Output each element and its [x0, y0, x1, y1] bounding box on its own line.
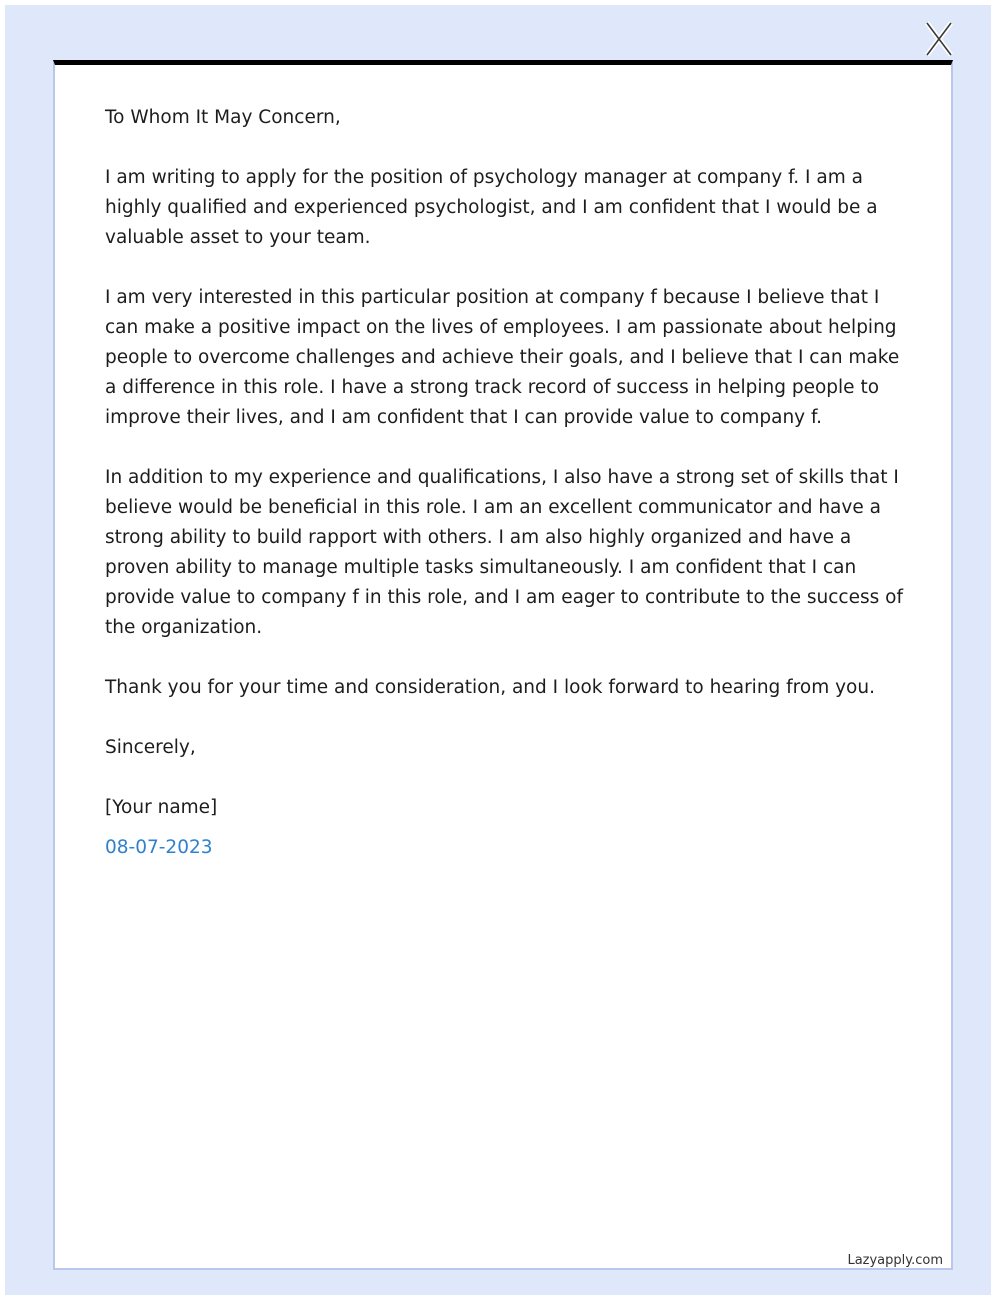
letter-greeting: To Whom It May Concern, — [105, 107, 341, 128]
letter-signature: [Your name] — [105, 797, 218, 818]
close-icon[interactable] — [921, 19, 957, 59]
letter-closing: Sincerely, — [105, 737, 196, 758]
letter-paragraph: In addition to my experience and qualifications, I also have a strong set of skills that I believe would be beneficial in this role. I am an excellent communicator and have a strong ability to build rapport with others. I am also highly organized and have a proven ability to manage multiple tasks simultaneously. I am confident that I can provide value to company f in this role, and I am eager to contribute to the success of the organization. — [105, 467, 903, 638]
page-background — [5, 5, 991, 1295]
letter-paragraph: I am writing to apply for the position of psychology manager at company f. I am a highly qualified and experienced psychologist, and I am confident that I would be a valuable asset to your team. — [105, 167, 878, 248]
close-button[interactable] — [921, 19, 957, 59]
letter-date: 08-07-2023 — [105, 837, 213, 858]
letter-body — [105, 103, 905, 863]
letter-paragraph: I am very interested in this particular position at company f because I believe that I can make a positive impact on the lives of employees. I am passionate about helping people to overcome challenges and achieve their goals, and I believe that I can make a difference in this role. I have a strong track record of success in helping people to improve their lives, and I am confident that I can provide value to company f. — [105, 287, 900, 428]
cover-letter-paper — [53, 60, 953, 1270]
letter-paragraph: Thank you for your time and consideration, and I look forward to hearing from you. — [105, 677, 875, 698]
brand-watermark: Lazyapply.com — [847, 1253, 943, 1268]
